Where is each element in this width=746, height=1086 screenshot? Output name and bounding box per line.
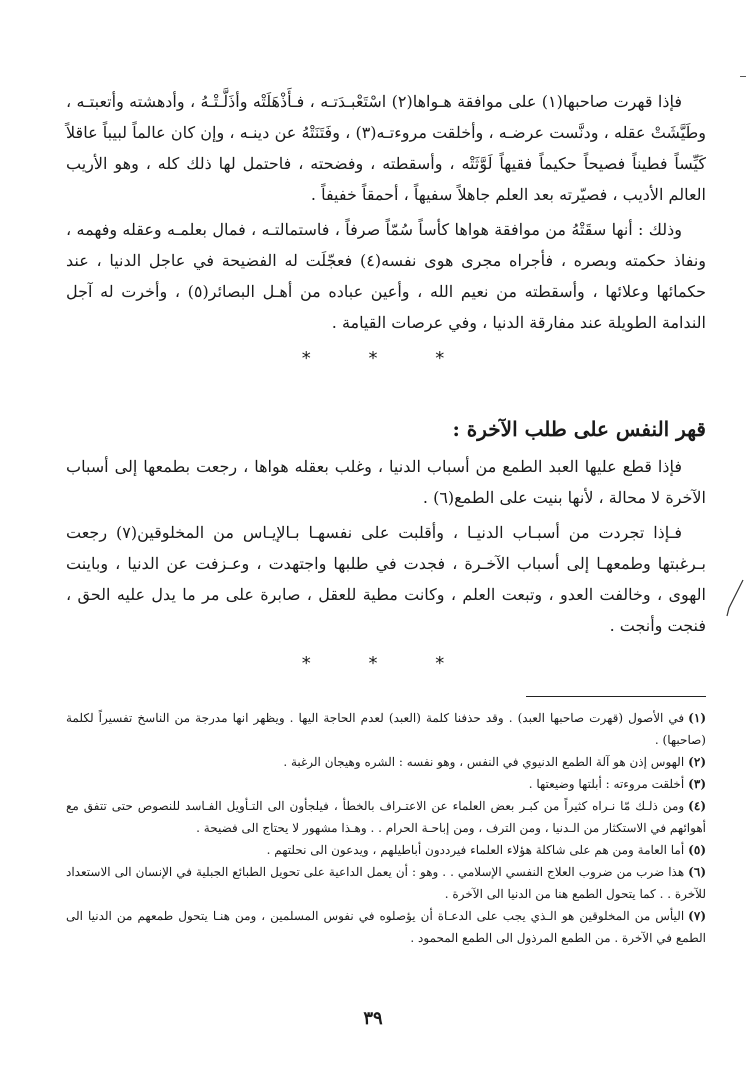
paragraph-2: وذلك : أنها سقَتْهُ من موافقة هواها كأساً سُمّاً صرفاً ، فاستمالتـه ، فمال بعلمـه وعقله وفهمه ، ونفاذ حكمته وبصره ، فأجراه مجرى هوى نفسه(٤) فعجّلَت له الفضيحة في عاجل الدنيا ، عند حكمائها وعلائها ، وأسقطته من نعيم الله ، وأعين عباده من أهـل البصائر(٥) ، وأخرت له آجل الندامة الطويلة عند مفارقة الدنيا ، وفي عرصات القيامة . (66, 220, 707, 332)
edge-mark (740, 76, 746, 77)
page-body (66, 86, 706, 949)
footnote-text: اليأس من المخلوقين هو الـذي يجب على الدعـاة أن يؤصلوه في نفوس المسلمين ، ومن هنـا يتحول طمعهم من الدنيا الى الطمع في الآخرة . من الطمع المرذول الى الطمع المحمود . (66, 909, 706, 945)
footnote-number: (٤) (688, 799, 706, 813)
footnote-text: أخلقت مروءته : أبلتها وضيعتها . (528, 777, 685, 791)
pen-mark-icon (726, 578, 744, 618)
footnote-item (66, 707, 706, 751)
footnote-item (66, 905, 706, 949)
section-separator: * * * (301, 348, 471, 369)
footnote-rule (526, 696, 706, 697)
footnote-number: (١) (688, 711, 706, 725)
footnote-number: (٧) (688, 909, 706, 923)
footnote-item (66, 795, 706, 839)
page-number: ٣٩ (363, 1008, 383, 1029)
paragraph-3: فإذا قطع عليها العبد الطمع من أسباب الدنيا ، وغلب بعقله هواها ، رجعت بطمعها إلى أسباب الآخرة لا محالة ، لأنها بنيت على الطمع(٦) . (66, 457, 706, 507)
footnotes-list (66, 707, 706, 949)
footnote-text: الهوس إذن هو آلة الطمع الدنيوي في النفس ، وهو نفسه : الشره وهيجان الرغبة . (283, 755, 685, 769)
footnote-item (66, 861, 706, 905)
footnote-text: هذا ضرب من ضروب العلاج النفسي الإسلامي . . وهو : أن يعمل الداعية على تحويل الطبائع الجبلية في الإنسان الى الاستعداد للآخرة . . كما يتحول الطمع هنا من الدنيا الى الآخرة . (66, 865, 706, 901)
footnote-text: في الأصول (قهرت صاحبها العبد) . وقد حذفنا كلمة (العبد) لعدم الحاجة اليها . ويظهر انها مدرجة من الناسخ تفسيراً لكلمة (صاحبها) . (66, 711, 706, 747)
footnote-item (66, 751, 706, 773)
footnote-item (66, 839, 706, 861)
footnote-number: (٦) (688, 865, 706, 879)
footnote-number: (٥) (688, 843, 706, 857)
footnote-number: (٢) (688, 755, 706, 769)
paragraph-1: فإذا قهرت صاحبها(١) على موافقة هـواها(٢) اسْتَعْبـدَتـه ، فـأَذْهَلَتْه وأذَلَّـتْـهُ ، وأدهشته وأتعبتـه ، وطَيَّشَتْ عقله ، ودنَّست عرضـه ، وأخلقت مروءتـه(٣) ، وفَتَنَتْهُ عن دينـه ، وإن كان عالماً لبيباً عاقلاً كَيِّساً فطيناً فصيحاً حكيماً فقيهاً لَوَّثَتْه ، وأسقطته ، وفضحته ، فاحتمل لها ذلك كله ، وهو الأريب العالم الأديب ، فصيّرته بعد العلم جاهلاً سفيهاً ، أحمقاً خفيفاً . (66, 92, 706, 204)
paragraph-4: فـإذا تجردت من أسبـاب الدنيـا ، وأقلبت على نفسهـا بـالإيـاس من المخلوقين(٧) رجعت بـرغبتها وطمعهـا إلى أسباب الآخـرة ، فجدت في طلبها واجتهدت ، وعـزفت عن الدنيا ، وباينت الهوى ، وخالفت العدو ، وتبعت العلم ، وكانت مطية للعقل ، صابرة على مر ما يدل عليه الحق ، فنجت وأنجت . (66, 523, 706, 635)
footnote-text: ومن ذلـك مّا نـراه كثيراً من كبـر بعض العلماء عن الاعتـراف بالخطأ ، فيلجأون الى التـأويل الفـاسد للنصوص حتى تتفق مع أهوائهم في الاستكثار من الـدنيا ، ومن الترف ، ومن إباحـة الحرام . . وهـذا مشهور لا يحتاج الى فضيحة . (66, 799, 706, 835)
footnote-number: (٣) (688, 777, 706, 791)
section-separator-2: * * * (301, 653, 471, 674)
footnote-item (66, 773, 706, 795)
footnote-text: أما العامة ومن هم على شاكلة هؤلاء العلماء فيرددون أباطيلهم ، ويدعون الى نحلتهم . (266, 843, 685, 857)
section-heading: قهر النفس على طلب الآخرة : (452, 417, 706, 441)
